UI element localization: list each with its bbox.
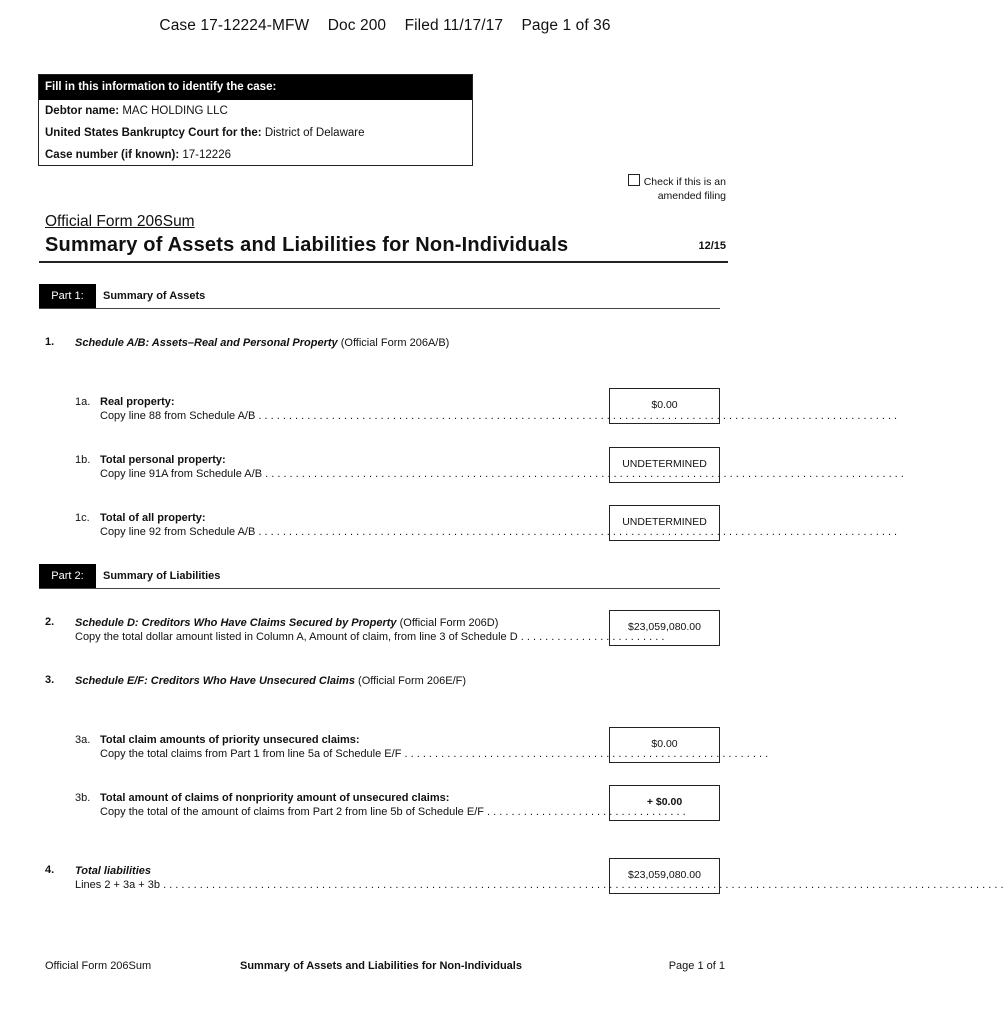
item1-text (75, 336, 449, 350)
line-3a-number: 3a. (75, 734, 91, 746)
debtor-name-value: MAC HOLDING LLC (122, 105, 228, 117)
line-1a-number: 1a. (75, 396, 91, 408)
part1-header (39, 284, 720, 309)
item3-suffix: (Official Form 206E/F) (358, 675, 467, 687)
leader-dots: . . . . . . . . . . . . . . . . . . . . . . . . (520, 631, 665, 643)
leader-dots: . . . . . . . . . . . . . . . . . . . . . . . . . . . . . . . . . . . . . . . . . . . . . . . . . . . . . . . . . . . . (404, 748, 769, 760)
line-1c-number: 1c. (75, 512, 90, 524)
line-3b-number: 3b. (75, 792, 91, 804)
amended-label-line1: Check if this is an (643, 176, 726, 188)
case-identification-box (38, 74, 473, 166)
part2-label: Part 2: (39, 564, 96, 588)
id-box-heading: Fill in this information to identify the case: (39, 75, 472, 100)
item2-number: 2. (45, 616, 55, 628)
line-1b-value: UNDETERMINED (609, 447, 720, 483)
page-count: Page 1 of 36 (521, 17, 611, 34)
item2-title: Schedule D: Creditors Who Have Claims Secured by Property (75, 617, 397, 629)
item4-number: 4. (45, 864, 55, 876)
item4-value: $23,059,080.00 (609, 858, 720, 894)
part1-title: Summary of Assets (103, 290, 206, 302)
leader-dots: . . . . . . . . . . . . . . . . . . . . . . . . . . . . . . . . . . . . . . . . . . . . . . . . . . . . . . . . . . . . . . . . . . . . . . . . . . . . . . . . . . . . . . . . . . . . . . . . . . . . . . . . . (265, 468, 904, 480)
footer-page: Page 1 of 1 (668, 960, 725, 972)
line-1c-title: Total of all property: (100, 512, 206, 524)
amended-checkbox[interactable] (628, 174, 640, 186)
footer-form-number: Official Form 206Sum (45, 960, 152, 972)
line-3a-desc: Copy the total claims from Part 1 from line 5a of Schedule E/F (100, 748, 402, 760)
part2-title: Summary of Liabilities (103, 570, 221, 582)
item4-desc: Lines 2 + 3a + 3b (75, 879, 161, 891)
item1-suffix: (Official Form 206A/B) (340, 337, 450, 349)
case-number-row (39, 144, 472, 166)
item2-desc: Copy the total dollar amount listed in Column A, Amount of claim, from line 3 of Schedule D (75, 631, 518, 643)
line-1b-desc: Copy line 91A from Schedule A/B (100, 468, 263, 480)
leader-dots: . . . . . . . . . . . . . . . . . . . . . . . . . . . . . . . . . . . . . . . . . . . . . . . . . . . . . . . . . . . . . . . . . . . . . . . . . . . . . . . . . . . . . . . . . . . . . . . . . . . . . . . . . . . . . . . . . . . . . . . . . . . . . . . . . . . . . . . . . . (163, 879, 1004, 891)
item1-title: Schedule A/B: Assets–Real and Personal Property (75, 337, 338, 349)
item4-title: Total liabilities (75, 865, 151, 877)
item3-title: Schedule E/F: Creditors Who Have Unsecured Claims (75, 675, 355, 687)
footer-title: Summary of Assets and Liabilities for Non-Individuals (240, 960, 522, 972)
line-1a-desc: Copy line 88 from Schedule A/B (100, 410, 256, 422)
title-rule (39, 261, 728, 263)
item3-text (75, 674, 466, 688)
form-title: Summary of Assets and Liabilities for Non-Individuals (45, 234, 569, 256)
item3-number: 3. (45, 674, 55, 686)
line-3a-value: $0.00 (609, 727, 720, 763)
case-number-value: 17-12226 (182, 149, 231, 161)
debtor-name-row (39, 100, 472, 122)
court-value: District of Delaware (264, 127, 365, 139)
leader-dots: . . . . . . . . . . . . . . . . . . . . . . . . . . . . . . . . . . . . . . . . . . . . . . . . . . . . . . . . . . . . . . . . . . . . . . . . . . . . . . . . . . . . . . . . . . . . . . . . . . . . . . . . . (258, 410, 898, 422)
form-version: 12/15 (698, 240, 726, 252)
doc-number: Doc 200 (327, 17, 387, 34)
amended-filing (626, 174, 726, 203)
line-1c-desc: Copy line 92 from Schedule A/B (100, 526, 256, 538)
court-label: United States Bankruptcy Court for the: (45, 127, 262, 139)
item1-number: 1. (45, 336, 55, 348)
line-3b-value: + $0.00 (609, 785, 720, 821)
line-3a-title: Total claim amounts of priority unsecured claims: (100, 734, 360, 746)
case-number-label: Case number (if known): (45, 149, 180, 161)
line-3b-title: Total amount of claims of nonpriority amount of unsecured claims: (100, 792, 450, 804)
leader-dots: . . . . . . . . . . . . . . . . . . . . . . . . . . . . . . . . . . . . . . . . . . . . . . . . . . . . . . . . . . . . . . . . . . . . . . . . . . . . . . . . . . . . . . . . . . . . . . . . . . . . . . . . . (258, 526, 898, 538)
case-header (0, 17, 770, 35)
form-number: Official Form 206Sum (45, 213, 195, 230)
line-1b-title: Total personal property: (100, 454, 226, 466)
item2-value: $23,059,080.00 (609, 610, 720, 646)
part2-header (39, 564, 720, 589)
part1-label: Part 1: (39, 284, 96, 308)
line-1a-value: $0.00 (609, 388, 720, 424)
line-1b-number: 1b. (75, 454, 91, 466)
leader-dots: . . . . . . . . . . . . . . . . . . . . . . . . . . . . . . . . . (487, 806, 686, 818)
debtor-name-label: Debtor name: (45, 105, 120, 117)
line-3b-desc: Copy the total of the amount of claims from Part 2 from line 5b of Schedule E/F (100, 806, 484, 818)
item2-suffix: (Official Form 206D) (399, 617, 499, 629)
filed-date: Filed 11/17/17 (404, 17, 504, 34)
court-row (39, 122, 472, 144)
case-number: Case 17-12224-MFW (159, 17, 310, 34)
line-1c-value: UNDETERMINED (609, 505, 720, 541)
line-1a-title: Real property: (100, 396, 175, 408)
amended-label-line2: amended filing (657, 190, 726, 202)
